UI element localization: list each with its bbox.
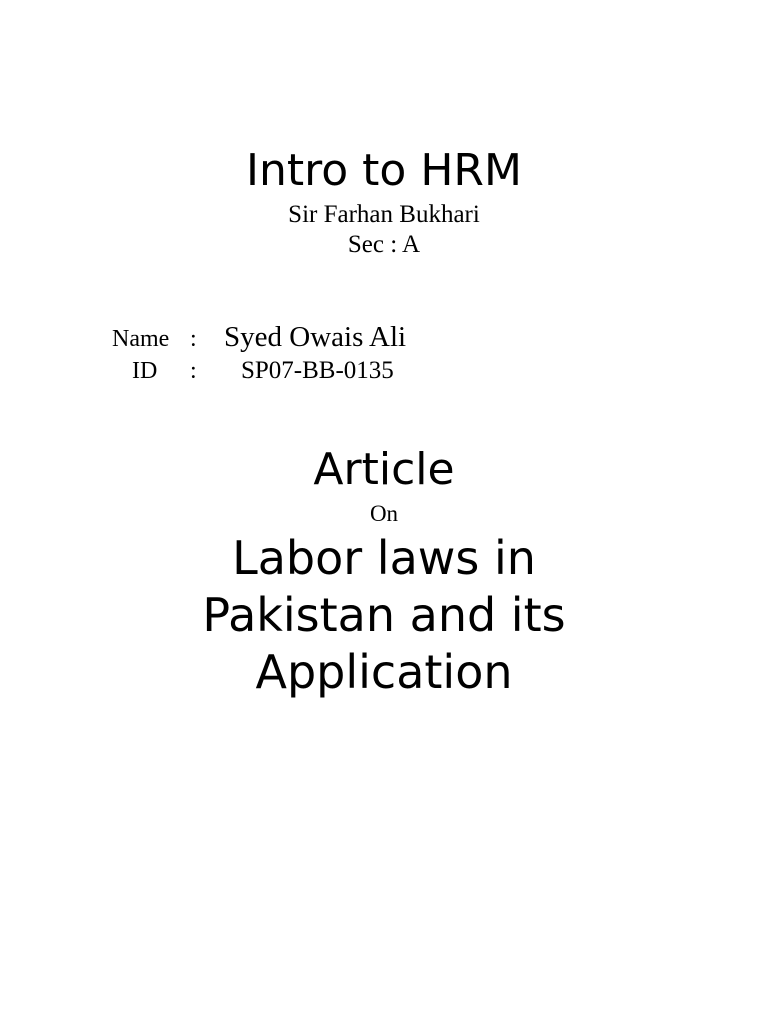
instructor-name: Sir Farhan Bukhari [288, 201, 480, 228]
article-topic-line: Labor laws in [232, 531, 536, 585]
id-colon: : [190, 358, 197, 384]
name-label: Name [112, 326, 170, 352]
on-word: On [369, 501, 399, 526]
student-id: SP07-BB-0135 [241, 357, 394, 384]
id-label: ID [132, 358, 158, 384]
section-line: Sec : A [347, 231, 421, 258]
article-topic-line: Application [255, 645, 513, 699]
course-title: Intro to HRM [246, 145, 522, 196]
name-colon: : [190, 326, 197, 352]
student-name: Syed Owais Ali [224, 321, 407, 353]
article-topic-line: Pakistan and its [202, 588, 566, 642]
article-topic [134, 530, 634, 701]
article-heading: Article [313, 444, 455, 495]
